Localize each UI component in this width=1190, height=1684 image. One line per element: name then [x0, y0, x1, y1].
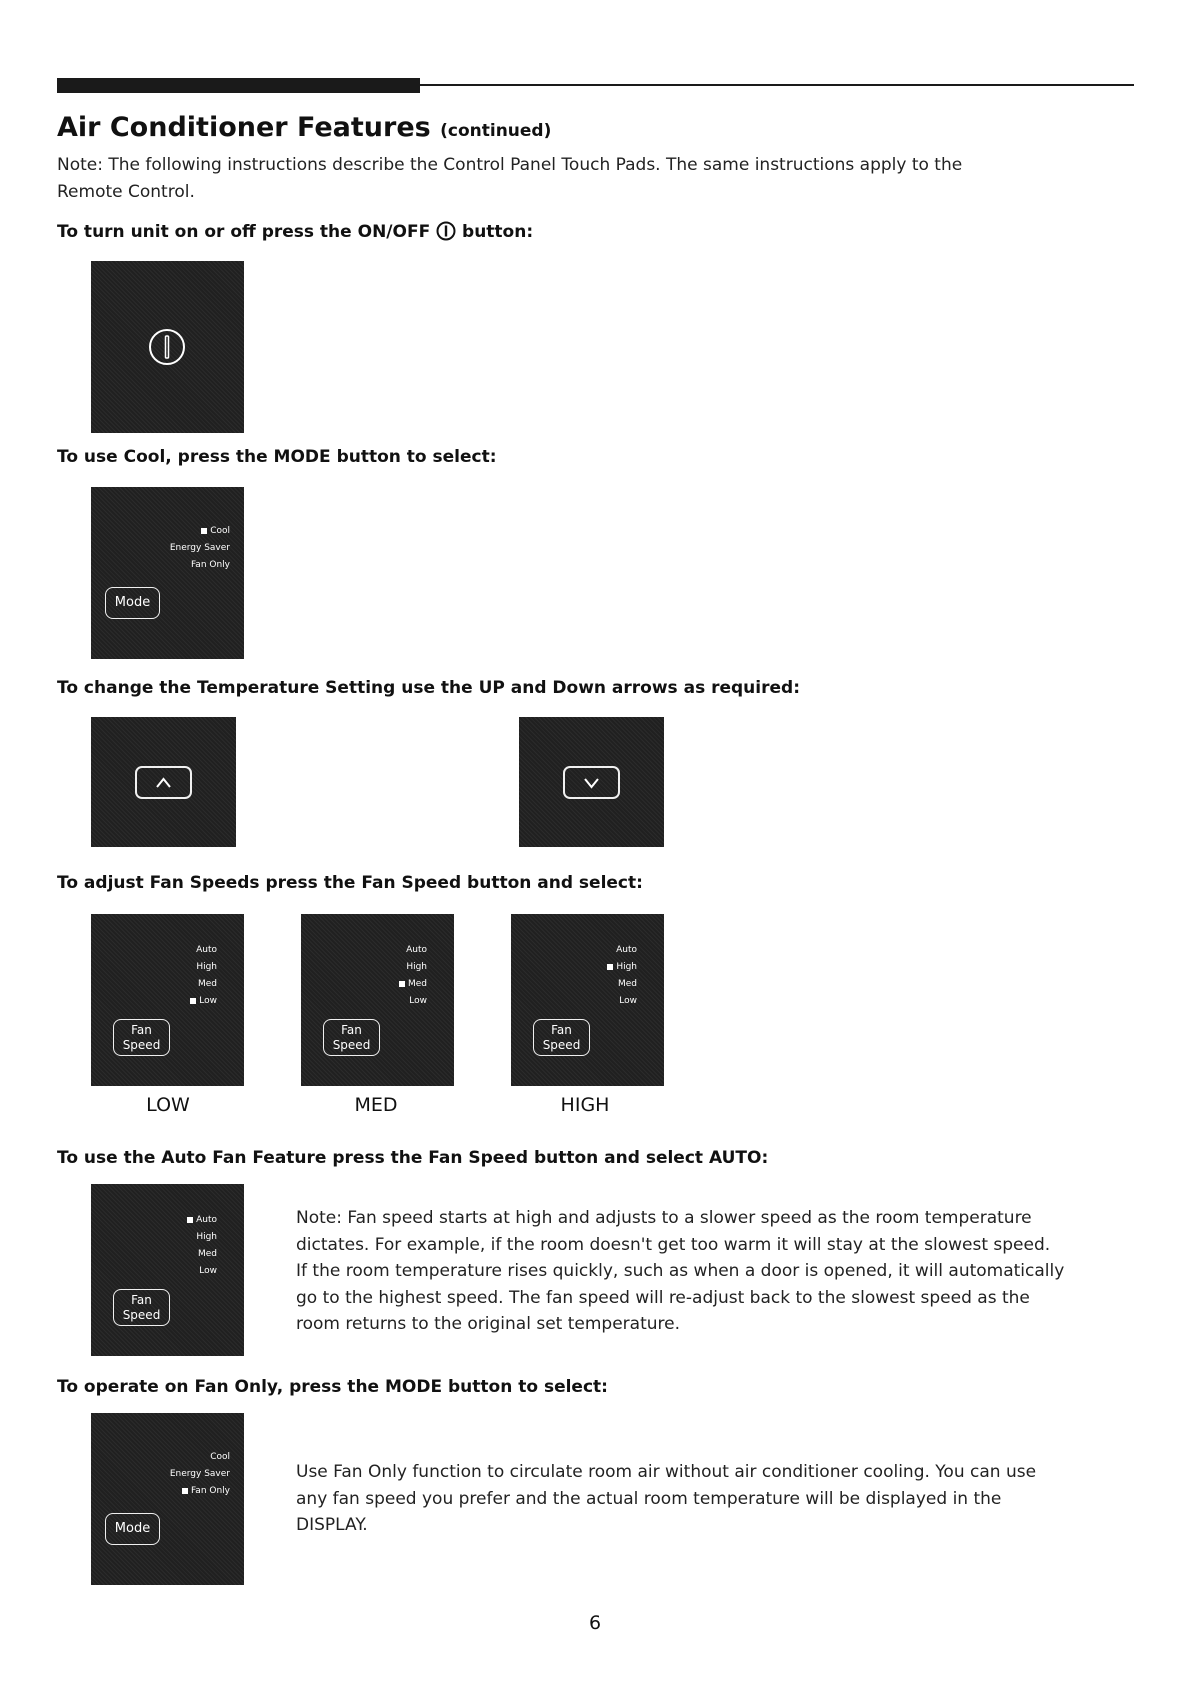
- option-cool: Cool: [170, 523, 230, 540]
- caption-low: LOW: [146, 1094, 190, 1116]
- header-rule-thin: [57, 84, 1134, 86]
- power-panel: [91, 261, 244, 433]
- caption-med: MED: [354, 1094, 398, 1116]
- power-heading-post: button:: [462, 222, 534, 242]
- selected-indicator: [190, 998, 196, 1004]
- power-icon: [436, 221, 456, 241]
- auto-fan-panel: [91, 1184, 244, 1356]
- auto-fan-heading: To use the Auto Fan Feature press the Fan Speed button and select AUTO:: [57, 1148, 769, 1168]
- cool-option-list: Cool Energy Saver Fan Only: [169, 1452, 230, 1496]
- selected-indicator: [201, 528, 207, 534]
- fan-speed-panel-low: [91, 914, 244, 1086]
- temperature-heading: To change the Temperature Setting use the UP and Down arrows as required:: [57, 678, 800, 698]
- fan-speed-panel-high: [511, 914, 664, 1086]
- fan-option-list: Auto High Med Low: [399, 942, 427, 1010]
- cool-mode-panel: [91, 487, 244, 659]
- selected-indicator: [182, 1488, 188, 1494]
- selected-indicator: [607, 964, 613, 970]
- mode-button[interactable]: Mode: [105, 587, 160, 619]
- power-heading-pre: To turn unit on or off press the ON/OFF: [57, 222, 431, 242]
- fan-option-list: Auto High Med Low: [187, 1212, 217, 1280]
- option-fan-only: Fan Only: [190, 560, 230, 570]
- down-arrow-panel: [519, 717, 664, 847]
- fan-only-text: Use Fan Only function to circulate room air without air conditioner cooling. You can use any fan speed you prefer and the actual room temperature will be displayed in the DISPLAY.: [296, 1462, 1037, 1535]
- page-title: [57, 112, 551, 143]
- page-title-suffix: (continued): [440, 121, 552, 141]
- option-energy-saver: Energy Saver: [169, 543, 230, 553]
- auto-fan-note: Note: Fan speed starts at high and adjusts to a slower speed as the room temperature dictates. For example, if the room doesn't get too warm it will stay at the slowest speed. If the room temperature rises quickly, such as when a door is opened, it will automatically go to the highest speed. The fan speed will re-adjust back to the slowest speed as the room returns to the original set temperature.: [296, 1208, 1065, 1334]
- fan-speed-button[interactable]: Fan Speed: [113, 1289, 170, 1326]
- fan-speed-panel-med: [301, 914, 454, 1086]
- chevron-down-icon: [565, 768, 618, 797]
- fan-only-heading: To operate on Fan Only, press the MODE button to select:: [57, 1377, 608, 1397]
- cool-option-list: [170, 523, 230, 574]
- fan-speed-button[interactable]: Fan Speed: [323, 1019, 380, 1056]
- fan-speed-button[interactable]: Fan Speed: [533, 1019, 590, 1056]
- intro-note: Note: The following instructions describe the Control Panel Touch Pads. The same instructions apply to the Remote Control.: [57, 155, 963, 202]
- caption-high: HIGH: [560, 1094, 610, 1116]
- selected-indicator: [399, 981, 405, 987]
- up-arrow-button[interactable]: [135, 766, 192, 799]
- power-button-icon[interactable]: [147, 327, 187, 367]
- fan-speed-heading: To adjust Fan Speeds press the Fan Speed button and select:: [57, 873, 643, 893]
- fan-option-list: Auto High Med Low: [190, 942, 217, 1010]
- chevron-up-icon: [137, 768, 190, 797]
- power-heading: [57, 221, 533, 242]
- fan-option-list: Auto High Med Low: [607, 942, 637, 1010]
- cool-heading: To use Cool, press the MODE button to select:: [57, 447, 497, 467]
- fan-speed-button[interactable]: Fan Speed: [113, 1019, 170, 1056]
- selected-indicator: [187, 1217, 193, 1223]
- page-title-text: Air Conditioner Features: [57, 112, 431, 143]
- fan-only-mode-panel: [91, 1413, 244, 1585]
- mode-button[interactable]: Mode: [105, 1513, 160, 1545]
- down-arrow-button[interactable]: [563, 766, 620, 799]
- page-number: 6: [588, 1612, 602, 1634]
- up-arrow-panel: [91, 717, 236, 847]
